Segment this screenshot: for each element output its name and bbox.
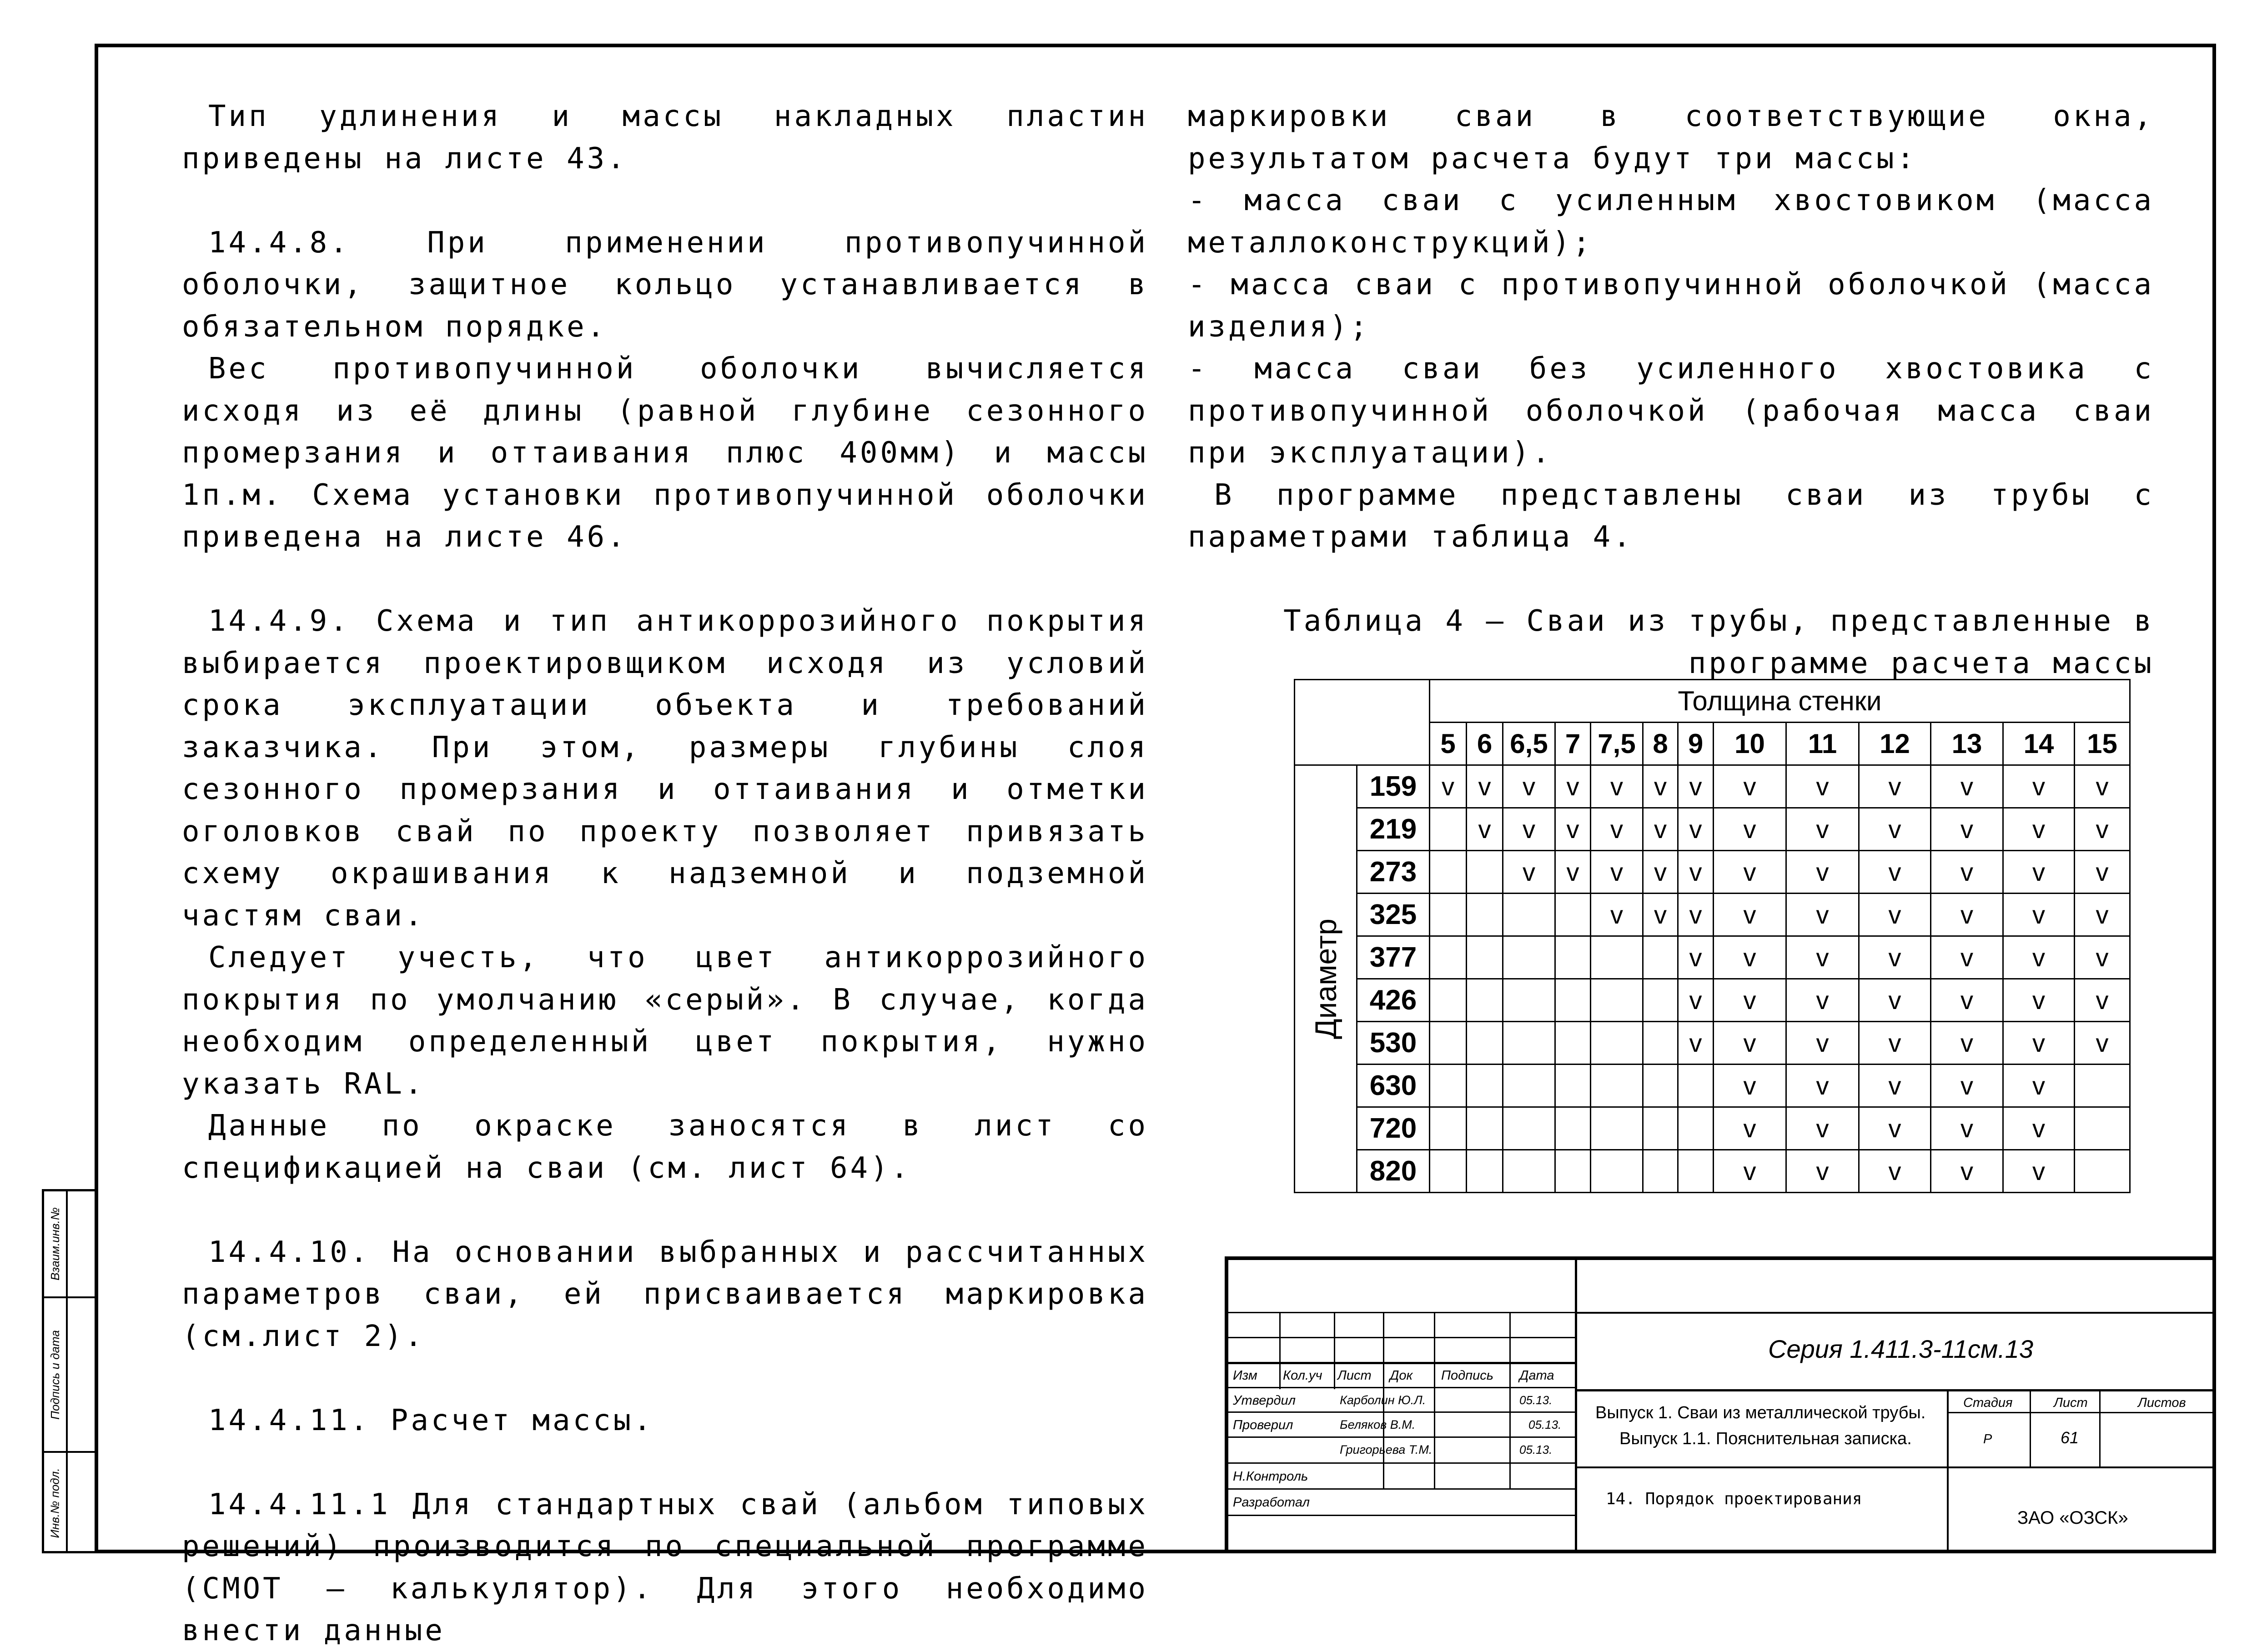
availability-cell: v [1786, 894, 1859, 936]
doc-title-line-1: Выпуск 1. Сваи из металлической трубы. [1595, 1403, 1926, 1422]
availability-cell: v [1931, 765, 2003, 808]
strip-label-inv: Инв.№ подл. [48, 1468, 62, 1538]
tb-role: Разработал [1233, 1495, 1310, 1510]
availability-cell: v [1555, 765, 1591, 808]
table-row [1295, 936, 2130, 979]
availability-cell: v [2075, 936, 2130, 979]
availability-cell: v [2075, 979, 2130, 1022]
doc-title-line-2: Выпуск 1.1. Пояснительная записка. [1619, 1429, 1912, 1448]
thickness-header: 9 [1678, 723, 1714, 765]
availability-cell [1591, 936, 1643, 979]
availability-cell [1643, 1065, 1678, 1107]
table-caption-line-1: Таблица 4 – Сваи из трубы, представленные в [1283, 604, 2154, 638]
availability-cell: v [1931, 1065, 2003, 1107]
availability-cell [1555, 894, 1591, 936]
tb-role: Утвердил [1233, 1393, 1296, 1408]
availability-cell: v [1714, 1150, 1786, 1193]
availability-cell: v [2003, 894, 2075, 936]
availability-cell: v [1503, 808, 1555, 851]
table-row [1295, 851, 2130, 894]
paragraph: 14.4.8. При применении противопучинной оболочки, защитное кольцо устанавливается в обязательном порядке. [182, 226, 1148, 344]
paragraph: 14.4.11.1 Для стандартных свай (альбом типовых решений) производится по специальной программе (СМОТ – калькулятор). Для этого необходимо внести данные [182, 1487, 1148, 1647]
availability-cell: v [1859, 894, 1931, 936]
availability-cell: v [1643, 808, 1678, 851]
thickness-header: 12 [1859, 723, 1931, 765]
availability-cell: v [1714, 979, 1786, 1022]
availability-cell: v [1678, 936, 1714, 979]
availability-cell: v [1714, 1022, 1786, 1065]
availability-cell: v [1555, 851, 1591, 894]
tb-date: 05.13. [1519, 1393, 1553, 1407]
availability-cell [1678, 1150, 1714, 1193]
availability-cell [1643, 1107, 1678, 1150]
thickness-header: 5 [1430, 723, 1467, 765]
availability-cell [2075, 1107, 2130, 1150]
thickness-header: 6,5 [1503, 723, 1555, 765]
availability-cell: v [1714, 1065, 1786, 1107]
thickness-header: 13 [1931, 723, 2003, 765]
availability-cell: v [1503, 765, 1555, 808]
availability-cell: v [1859, 1107, 1931, 1150]
table-row [1295, 765, 2130, 808]
availability-cell: v [1714, 808, 1786, 851]
availability-cell [1430, 1107, 1467, 1150]
availability-cell [1503, 894, 1555, 936]
tb-header-kol: Кол.уч [1283, 1368, 1322, 1383]
availability-cell: v [1931, 1150, 2003, 1193]
table-row [1295, 1065, 2130, 1107]
availability-cell [1643, 979, 1678, 1022]
diameter-cell: 720 [1357, 1107, 1430, 1150]
availability-cell: v [1678, 808, 1714, 851]
availability-cell [1643, 1022, 1678, 1065]
availability-cell: v [2003, 979, 2075, 1022]
availability-cell [1503, 1150, 1555, 1193]
tb-header-dok: Док [1390, 1368, 1413, 1383]
diameter-cell: 377 [1357, 936, 1430, 979]
availability-cell: v [2075, 894, 2130, 936]
table-row [1295, 979, 2130, 1022]
availability-cell: v [1503, 851, 1555, 894]
thickness-header: 8 [1643, 723, 1678, 765]
availability-cell [1503, 1065, 1555, 1107]
availability-cell: v [2003, 936, 2075, 979]
diameter-label: Диаметр [1309, 918, 1342, 1039]
left-text-column [182, 95, 1148, 1652]
availability-cell: v [1786, 765, 1859, 808]
availability-cell: v [2003, 1022, 2075, 1065]
paragraph: В программе представлены сваи из трубы с параметрами таблица 4. [1188, 478, 2154, 554]
availability-cell [1643, 1150, 1678, 1193]
strip-cell-podpis [44, 1298, 95, 1453]
availability-cell [1591, 1065, 1643, 1107]
tb-name: Беляков В.М. [1340, 1418, 1416, 1431]
tb-name: Карболин Ю.Л. [1340, 1393, 1426, 1407]
availability-cell [1591, 1150, 1643, 1193]
availability-cell: v [1714, 936, 1786, 979]
availability-cell: v [1555, 808, 1591, 851]
availability-cell [1591, 1022, 1643, 1065]
diameter-cell: 159 [1357, 765, 1430, 808]
strip-label-vzam: Взаим.инв.№ [48, 1207, 62, 1280]
thickness-header: 15 [2075, 723, 2130, 765]
availability-cell: v [1859, 1022, 1931, 1065]
availability-cell: v [1931, 979, 2003, 1022]
availability-cell: v [1591, 765, 1643, 808]
availability-cell: v [1678, 765, 1714, 808]
right-text-column [1188, 95, 2154, 684]
availability-cell: v [1786, 936, 1859, 979]
availability-cell: v [2003, 1107, 2075, 1150]
tb-name: Григорьева Т.М. [1340, 1443, 1433, 1456]
availability-cell: v [1931, 1107, 2003, 1150]
availability-cell [1467, 1022, 1503, 1065]
strip-label-podpis: Подпись и дата [48, 1330, 62, 1420]
sheet-label: Лист [2054, 1396, 2088, 1410]
paragraph: Вес противопучинной оболочки вычисляется исходя из её длины (равной глубине сезонного промерзания и оттаивания плюс 400мм) и массы 1п.м. Схема установки противопучинной оболочки приведена на листе 46. [182, 352, 1148, 554]
availability-cell: v [1931, 851, 2003, 894]
paragraph: 14.4.11. Расчет массы. [208, 1403, 654, 1437]
availability-cell: v [1859, 765, 1931, 808]
availability-cell: v [1430, 765, 1467, 808]
availability-cell [1555, 936, 1591, 979]
table-header-thickness: Толщина стенки [1430, 680, 2130, 723]
availability-cell [1430, 1150, 1467, 1193]
diameter-cell: 426 [1357, 979, 1430, 1022]
availability-cell [1467, 1107, 1503, 1150]
availability-cell: v [1931, 1022, 2003, 1065]
series-title: Серия 1.411.3-11см.13 [1768, 1335, 2034, 1363]
thickness-header: 11 [1786, 723, 1859, 765]
thickness-header: 14 [2003, 723, 2075, 765]
diameter-cell: 530 [1357, 1022, 1430, 1065]
availability-cell [1555, 1107, 1591, 1150]
availability-cell: v [2003, 1065, 2075, 1107]
availability-cell: v [1591, 808, 1643, 851]
availability-cell: v [1467, 808, 1503, 851]
availability-cell: v [1859, 808, 1931, 851]
table-corner-cell [1295, 680, 1430, 765]
availability-cell [2075, 1150, 2130, 1193]
availability-cell [1430, 1022, 1467, 1065]
availability-cell [1678, 1107, 1714, 1150]
table-row [1295, 1150, 2130, 1193]
availability-cell: v [1859, 979, 1931, 1022]
paragraph: Следует учесть, что цвет антикоррозийного покрытия по умолчанию «серый». В случае, когда необходим определенный цвет покрытия, нужно указать RAL. [182, 941, 1148, 1101]
availability-cell: v [1786, 1022, 1859, 1065]
availability-cell: v [1714, 765, 1786, 808]
availability-cell [1467, 936, 1503, 979]
tb-header-data: Дата [1519, 1368, 1554, 1383]
section-title: 14. Порядок проектирования [1606, 1490, 1862, 1508]
availability-cell: v [1678, 979, 1714, 1022]
availability-cell [1467, 894, 1503, 936]
sheet-value: 61 [2061, 1428, 2079, 1447]
availability-cell [1430, 936, 1467, 979]
table-row [1295, 1022, 2130, 1065]
table-row [1295, 894, 2130, 936]
availability-cell: v [1467, 765, 1503, 808]
availability-cell [1467, 1065, 1503, 1107]
thickness-header: 7,5 [1591, 723, 1643, 765]
availability-cell [1430, 808, 1467, 851]
availability-cell: v [1678, 1022, 1714, 1065]
paragraph: Данные по окраске заносятся в лист со спецификацией на сваи (см. лист 64). [182, 1109, 1148, 1185]
tb-role: Н.Контроль [1233, 1469, 1308, 1484]
availability-cell: v [1786, 1107, 1859, 1150]
company-name: ЗАО «ОЗСК» [2017, 1508, 2128, 1528]
availability-cell [1430, 894, 1467, 936]
availability-cell: v [1591, 851, 1643, 894]
paragraph: 14.4.9. Схема и тип антикоррозийного покрытия выбирается проектировщиком исходя из условий срока эксплуатации объекта и требований заказчика. При этом, размеры глубины слоя сезонного промерзания и оттаивания и отметки оголовков свай по проекту позволяет привязать схему окрашивания к надземной и подземной частям сваи. [182, 604, 1148, 933]
availability-cell: v [2075, 1022, 2130, 1065]
availability-cell: v [1678, 851, 1714, 894]
availability-cell [1467, 1150, 1503, 1193]
availability-cell [1678, 1065, 1714, 1107]
binding-strip [42, 1189, 95, 1553]
availability-cell [1467, 851, 1503, 894]
sheets-label: Листов [2138, 1396, 2186, 1410]
availability-cell: v [1714, 894, 1786, 936]
availability-cell [1555, 1150, 1591, 1193]
list-item: - масса сваи с противопучинной оболочкой (масса изделия); [1188, 268, 2154, 344]
availability-cell: v [1859, 851, 1931, 894]
diameter-cell: 325 [1357, 894, 1430, 936]
availability-cell: v [1643, 851, 1678, 894]
availability-cell: v [1931, 894, 2003, 936]
availability-cell: v [1859, 1150, 1931, 1193]
list-item: - масса сваи с усиленным хвостовиком (масса металлоконструкций); [1188, 184, 2154, 260]
availability-cell: v [1678, 894, 1714, 936]
availability-cell: v [2075, 765, 2130, 808]
availability-cell: v [2075, 808, 2130, 851]
paragraph: маркировки сваи в соответствующие окна, результатом расчета будут три массы: [1188, 100, 2154, 176]
diameter-cell: 820 [1357, 1150, 1430, 1193]
table-row [1295, 1107, 2130, 1150]
availability-cell: v [2003, 765, 2075, 808]
availability-cell [1503, 1022, 1555, 1065]
availability-cell: v [1714, 1107, 1786, 1150]
availability-cell: v [1786, 1150, 1859, 1193]
availability-cell: v [1786, 808, 1859, 851]
tb-role: Проверил [1233, 1418, 1293, 1432]
availability-cell: v [1786, 1065, 1859, 1107]
strip-cell-inv [44, 1453, 95, 1553]
availability-cell: v [1714, 851, 1786, 894]
availability-cell: v [1643, 894, 1678, 936]
availability-cell: v [1591, 894, 1643, 936]
stage-value: Р [1983, 1432, 1992, 1446]
availability-cell: v [2003, 808, 2075, 851]
availability-cell: v [1786, 851, 1859, 894]
thickness-header: 10 [1714, 723, 1786, 765]
title-block [1225, 1256, 2216, 1553]
paragraph: 14.4.10. На основании выбранных и рассчитанных параметров сваи, ей присваивается маркировка (см.лист 2). [182, 1235, 1148, 1353]
pipe-pile-table [1294, 679, 2131, 1193]
stage-label: Стадия [1963, 1396, 2013, 1410]
availability-cell [2075, 1065, 2130, 1107]
availability-cell [1591, 1107, 1643, 1150]
list-item: - масса сваи без усиленного хвостовика с противопучинной оболочкой (рабочая масса сваи при эксплуатации). [1188, 352, 2154, 470]
availability-cell [1643, 936, 1678, 979]
tb-header-list: Лист [1337, 1368, 1372, 1383]
tb-date: 05.13. [1528, 1418, 1562, 1431]
availability-cell: v [1859, 936, 1931, 979]
diameter-cell: 219 [1357, 808, 1430, 851]
availability-cell [1555, 1022, 1591, 1065]
table-caption-line-2: программе расчета массы [1688, 646, 2154, 680]
availability-cell [1555, 1065, 1591, 1107]
availability-cell: v [1786, 979, 1859, 1022]
thickness-header: 6 [1467, 723, 1503, 765]
availability-cell: v [1931, 808, 2003, 851]
table-row [1295, 808, 2130, 851]
availability-cell [1430, 851, 1467, 894]
availability-cell [1591, 979, 1643, 1022]
availability-cell [1503, 1107, 1555, 1150]
tb-header-izm: Изм [1233, 1368, 1257, 1383]
thickness-header: 7 [1555, 723, 1591, 765]
availability-cell [1503, 936, 1555, 979]
diameter-cell: 630 [1357, 1065, 1430, 1107]
availability-cell: v [1643, 765, 1678, 808]
strip-cell-vzam [44, 1191, 95, 1298]
availability-cell [1467, 979, 1503, 1022]
availability-cell: v [2003, 851, 2075, 894]
tb-header-podpis: Подпись [1441, 1368, 1494, 1383]
diameter-group-cell [1295, 765, 1357, 1193]
availability-cell [1430, 979, 1467, 1022]
paragraph: Тип удлинения и массы накладных пластин приведены на листе 43. [182, 100, 1148, 176]
availability-cell [1430, 1065, 1467, 1107]
availability-cell [1503, 979, 1555, 1022]
diameter-cell: 273 [1357, 851, 1430, 894]
availability-cell: v [1931, 936, 2003, 979]
availability-cell: v [1859, 1065, 1931, 1107]
availability-cell: v [2003, 1150, 2075, 1193]
tb-date: 05.13. [1519, 1443, 1553, 1456]
availability-cell: v [2075, 851, 2130, 894]
availability-cell [1555, 979, 1591, 1022]
